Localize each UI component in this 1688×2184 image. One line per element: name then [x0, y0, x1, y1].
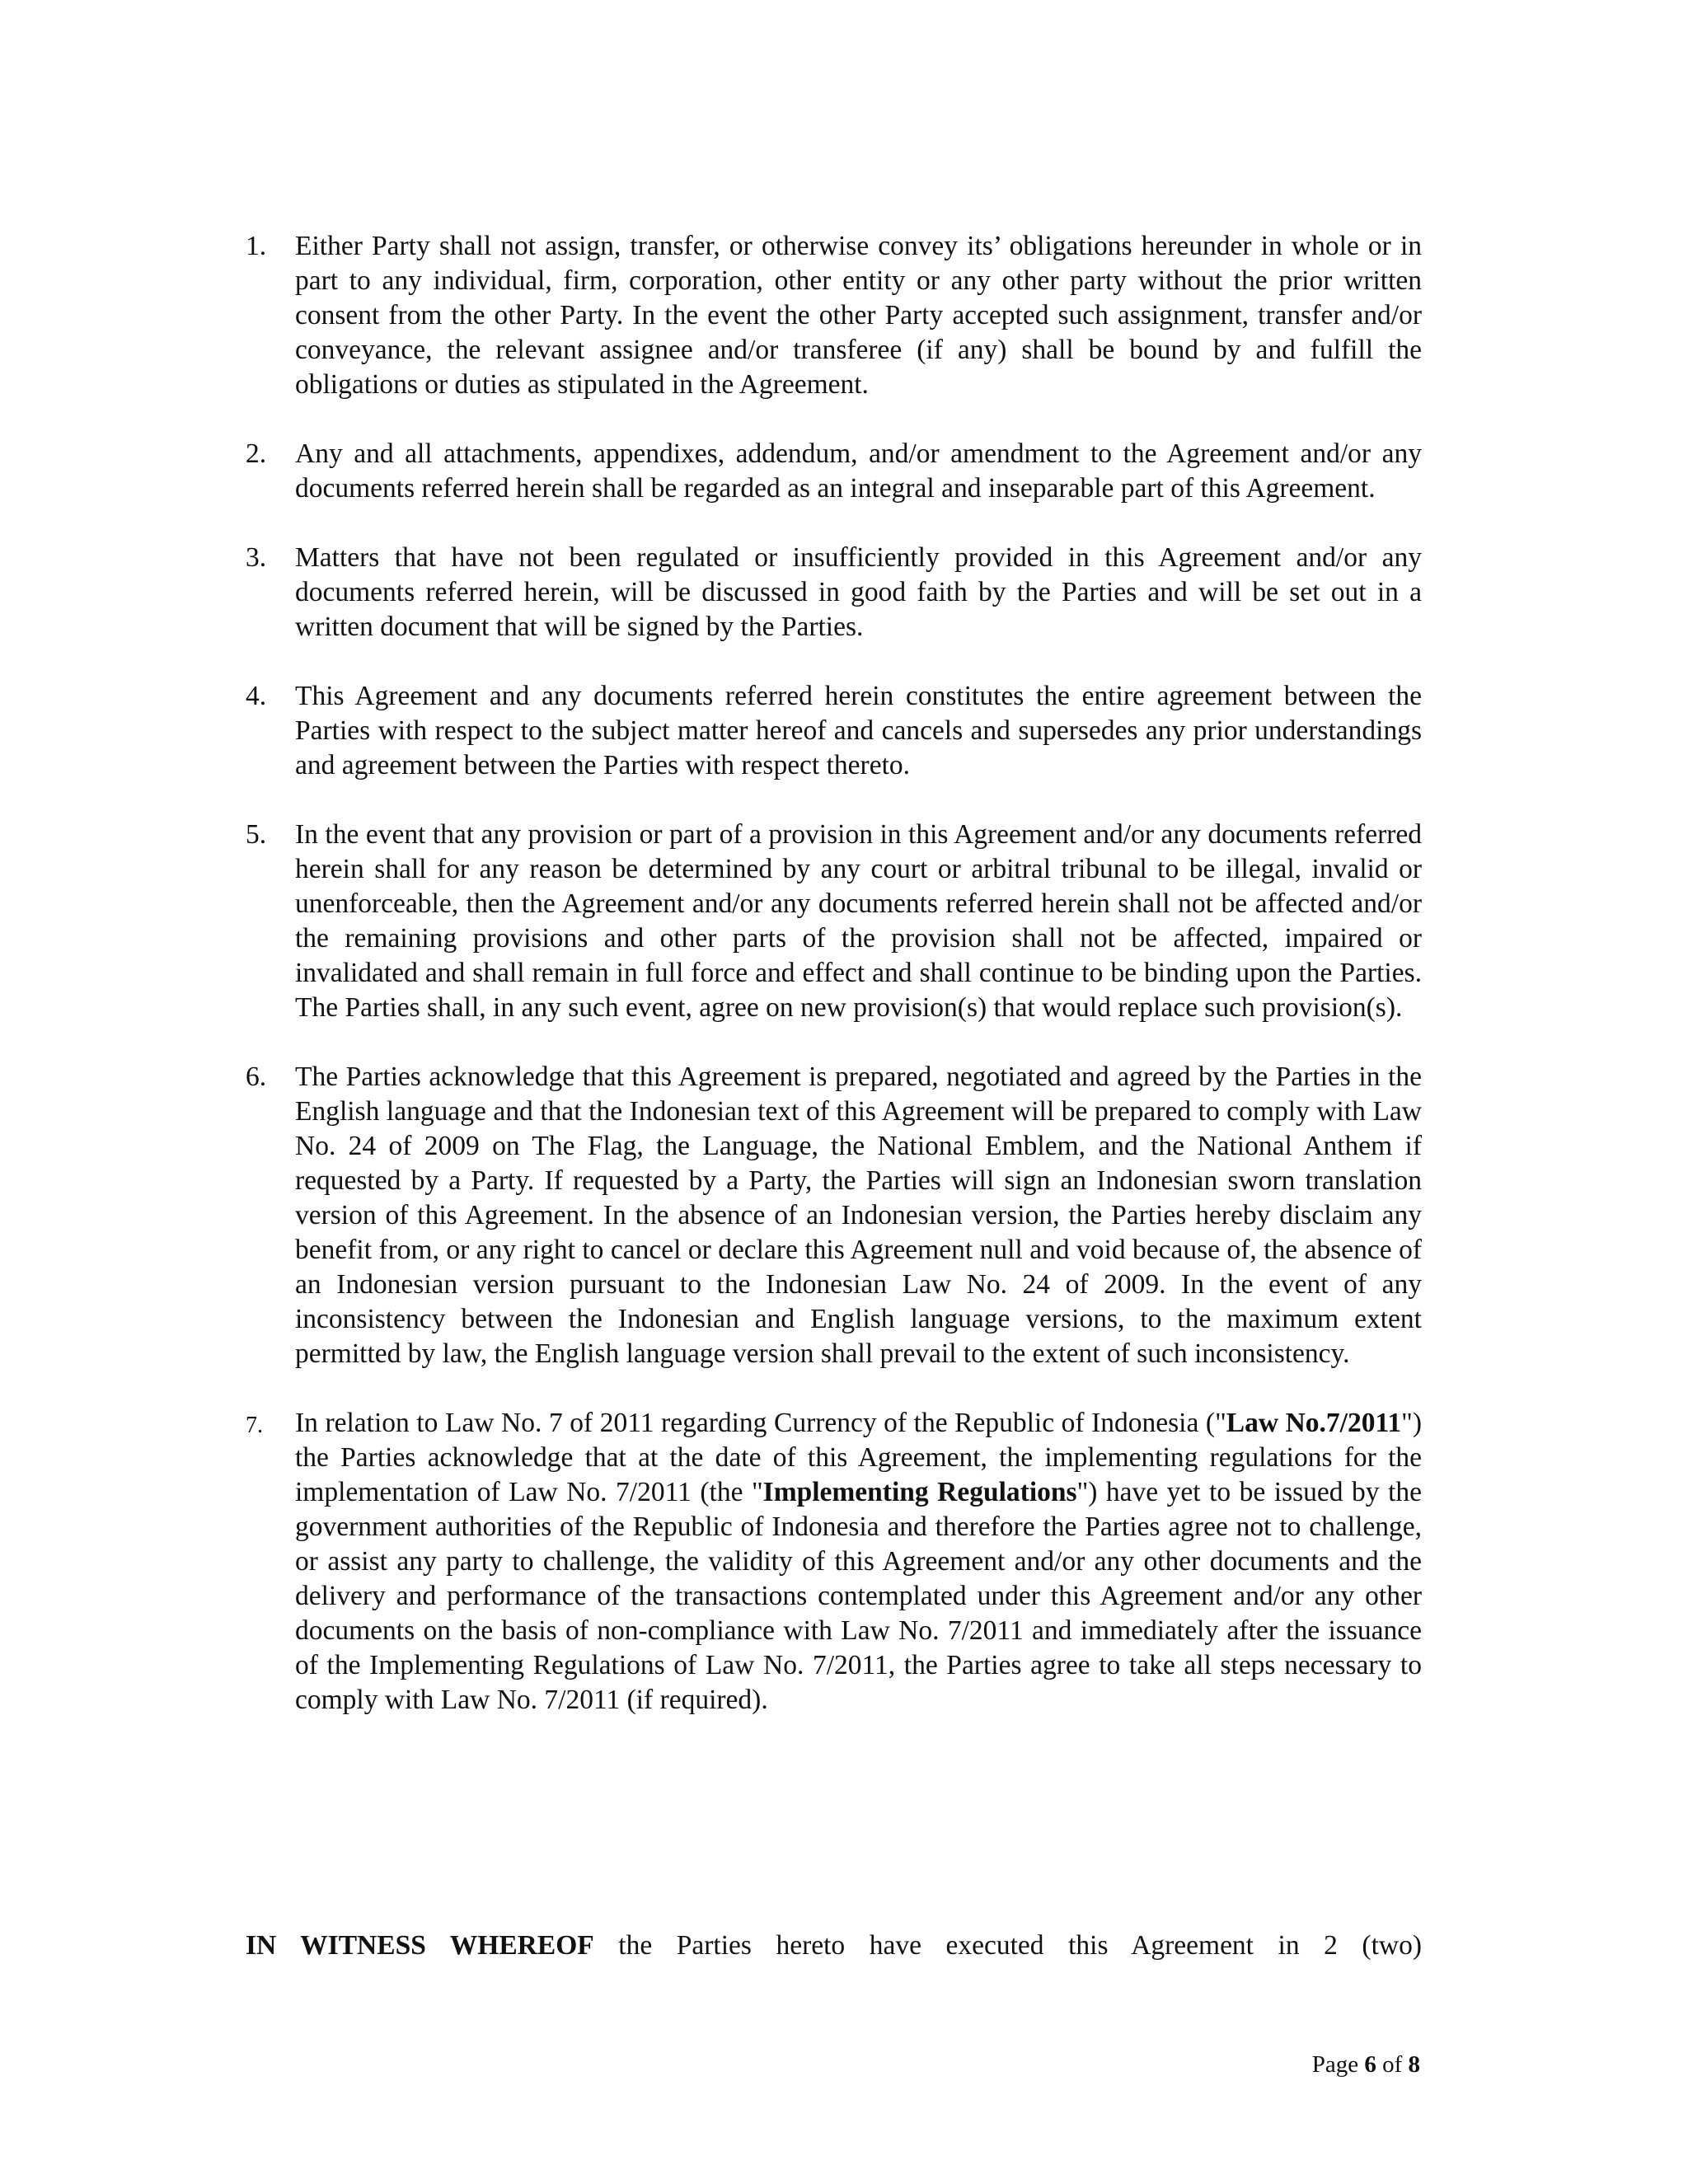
clause-text	[295, 1406, 1422, 1718]
clause-text: The Parties acknowledge that this Agreement is prepared, negotiated and agreed by the Parties in the English language and that the Indonesian text of this Agreement will be prepared to comply with Law No. 24 of 2009 on The Flag, the Language, the National Emblem, and the National Anthem if requested by a Party. If requested by a Party, the Parties will sign an Indonesian sworn translation version of this Agreement. In the absence of an Indonesian version, the Parties hereby disclaim any benefit from, or any right to cancel or declare this Agreement null and void because of, the absence of an Indonesian version pursuant to the Indonesian Law No. 24 of 2009. In the event of any inconsistency between the Indonesian and English language versions, to the maximum extent permitted by law, the English language version shall prevail to the extent of such inconsistency.	[295, 1062, 1422, 1369]
clause-text: In the event that any provision or part of a provision in this Agreement and/or any documents referred herein shall for any reason be determined by any court or arbitral tribunal to be illegal, invalid or unenforceable, then the Agreement and/or any documents referred herein shall not be affected and/or the remaining provisions and other parts of the provision shall not be affected, impaired or invalidated and shall remain in full force and effect and shall continue to be binding upon the Parties. The Parties shall, in any such event, agree on new provision(s) that would replace such provision(s).	[295, 819, 1422, 1023]
defined-term-law-no-7-2011: Law No.7/2011	[1226, 1408, 1402, 1438]
clause-list	[243, 229, 1422, 1752]
clause-7-text-part-3: ") have yet to be issued by the government authorities of the Republic of Indonesia and therefore the Parties agree not to challenge, or assist any party to challenge, the validity of this Agreement and/or any other documents and the delivery and performance of the transactions contemplated under this Agreement and/or any other documents on the basis of non-compliance with Law No. 7/2011 and immediately after the issuance of the Implementing Regulations of Law No. 7/2011, the Parties agree to take all steps necessary to comply with Law No. 7/2011 (if required).	[295, 1477, 1422, 1715]
clause-text: Matters that have not been regulated or insufficiently provided in this Agreement and/or any documents referred herein, will be discussed in good faith by the Parties and will be set out in a written document that will be signed by the Parties.	[295, 542, 1422, 642]
clause-text: Any and all attachments, appendixes, addendum, and/or amendment to the Agreement and/or any documents referred herein shall be regarded as an integral and inseparable part of this Agreement.	[295, 438, 1422, 504]
clause-7-text-part-1: In relation to Law No. 7 of 2011 regarding Currency of the Republic of Indonesia ("	[295, 1408, 1226, 1438]
page-footer	[1312, 2050, 1420, 2079]
clause-text: Either Party shall not assign, transfer, or otherwise convey its’ obligations hereunder in whole or in part to any individual, firm, corporation, other entity or any other party without the prior written consent from the other Party. In the event the other Party accepted such assignment, transfer and/or conveyance, the relevant assignee and/or transferee (if any) shall be bound by and fulfill the obligations or duties as stipulated in the Agreement.	[295, 231, 1422, 400]
clause-number: 1.	[246, 231, 267, 261]
page-total: 8	[1408, 2051, 1420, 2078]
clause-7	[243, 1406, 1422, 1718]
clause-4	[243, 679, 1422, 783]
clause-text: This Agreement and any documents referred herein constitutes the entire agreement between the Parties with respect to the subject matter hereof and cancels and supersedes any prior understandings and agreement between the Parties with respect thereto.	[295, 681, 1422, 780]
witness-heading: IN WITNESS WHEREOF	[246, 1930, 594, 1961]
clause-number: 3.	[246, 542, 267, 573]
clause-2	[243, 437, 1422, 506]
clause-number: 2.	[246, 438, 267, 469]
clause-5	[243, 818, 1422, 1025]
page-of-label: of	[1376, 2051, 1409, 2078]
clause-6	[243, 1060, 1422, 1371]
clause-number: 4.	[246, 681, 267, 711]
defined-term-implementing-regulations: Implementing Regulations	[762, 1477, 1077, 1507]
witness-paragraph	[246, 1929, 1422, 1963]
clause-1	[243, 229, 1422, 402]
page-current: 6	[1364, 2051, 1376, 2078]
clause-3	[243, 541, 1422, 644]
clause-7-text-part-2: ") the Parties acknowledge that at the date of this Agreement, the implementing regulations for the implementation of Law No. 7/2011 (the "	[295, 1408, 1422, 1507]
clause-number: 6.	[246, 1062, 267, 1092]
page-label: Page	[1311, 2051, 1365, 2078]
clause-number: 5.	[246, 819, 267, 850]
witness-text: the Parties hereto have executed this Agreement in 2 (two)	[593, 1930, 1422, 1961]
clause-number: 7.	[246, 1413, 263, 1438]
